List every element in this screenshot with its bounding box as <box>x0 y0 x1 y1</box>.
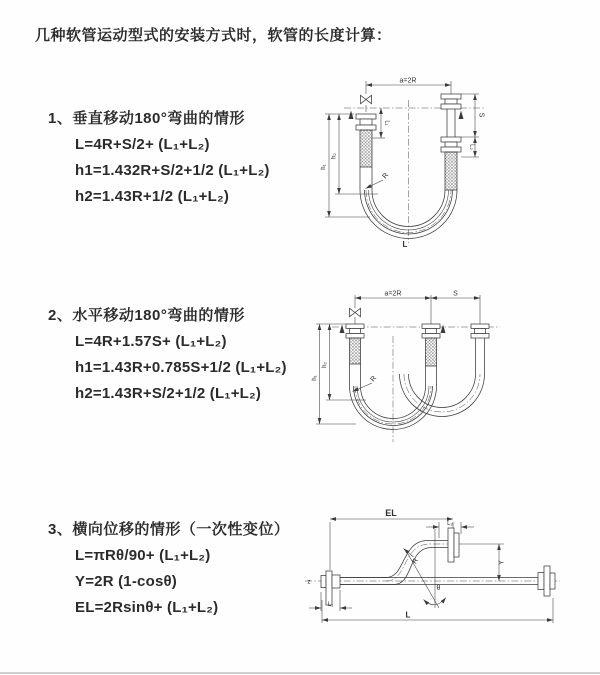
section-2-formula-L: L=4R+1.57S+ (L₁+L₂) <box>75 333 227 350</box>
dim-label-a2r: a=2R <box>399 77 417 85</box>
section-3-heading: 3、横向位移的情形（一次性变位） <box>48 521 290 538</box>
section-3-formula-Y: Y=2R (1-cosθ) <box>75 573 177 590</box>
hose-braid-hatch <box>426 338 437 366</box>
radius-leader <box>353 383 373 392</box>
flange <box>441 137 461 142</box>
radius-label: R <box>381 171 391 181</box>
radius-label: R <box>369 374 379 384</box>
u-bend-axis-shifted <box>404 374 480 412</box>
dim-label-y: Y <box>498 560 506 565</box>
dim-label-l1: L₁ <box>383 120 390 126</box>
dim-label-el: EL <box>385 508 397 518</box>
extension-lines <box>322 598 553 623</box>
dim-label-h1: h₁ <box>321 164 327 170</box>
dim-label-h2: h₂ <box>331 153 338 159</box>
flange <box>538 573 544 590</box>
flange <box>454 533 459 557</box>
flange <box>321 576 326 588</box>
pipe-walls <box>476 338 485 374</box>
dim-label-s: S <box>453 290 458 298</box>
dim-label-h2: h₂ <box>322 362 328 368</box>
movement-arrow-icon <box>441 325 446 334</box>
flange <box>441 94 461 99</box>
extension-lines <box>355 295 480 324</box>
section-2-formula-h1: h1=1.43R+0.785S+1/2 (L₁+L₂) <box>75 359 287 376</box>
dim-label-l2: L₂ <box>468 144 475 150</box>
angle-label: θ <box>436 585 441 592</box>
movement-arrow-icon <box>349 111 354 120</box>
extension-lines <box>366 81 451 112</box>
hose-wall <box>340 548 448 585</box>
pipe-walls <box>447 109 455 137</box>
valve-icon <box>350 308 361 316</box>
extension-lines <box>330 522 453 570</box>
section-1-formula-h2: h2=1.43R+1/2 (L₁+L₂) <box>75 188 230 205</box>
axis-mark-label: z <box>307 579 311 586</box>
diagram-lateral-displacement <box>298 504 568 649</box>
flange-group <box>346 324 489 338</box>
dim-label-a2r: a=2R <box>384 290 402 298</box>
section-1-formula-L: L=4R+S/2+ (L₁+L₂) <box>75 136 210 153</box>
flange <box>360 119 372 125</box>
section-horizontal-movement <box>48 303 287 407</box>
movement-arrow-icon <box>459 111 464 120</box>
hose-walls <box>360 167 372 190</box>
length-label: L <box>402 240 408 249</box>
hose-braid-hatch <box>445 152 457 190</box>
section-1-formula-h1: h1=1.432R+S/2+1/2 (L₁+L₂) <box>75 162 270 179</box>
dim-label-l1: L₁ <box>327 602 334 608</box>
flange <box>441 147 461 152</box>
hose-wall <box>340 541 448 578</box>
dim-label-h1: h₁ <box>312 375 318 381</box>
flange <box>326 571 332 605</box>
page-title: 几种软管运动型式的安装方式时，软管的长度计算： <box>35 27 392 44</box>
hose-braid-hatch <box>360 130 372 167</box>
radius-leader <box>366 180 384 189</box>
flange <box>356 125 376 130</box>
dim-label-s: S <box>477 112 485 118</box>
section-3-formula-L: L=πRθ/90+ (L₁+L₂) <box>75 547 211 564</box>
section-vertical-movement <box>48 106 270 210</box>
flange <box>448 528 454 562</box>
length-label: L <box>405 610 411 620</box>
flange <box>356 114 376 119</box>
hose-braid-hatch <box>350 338 361 364</box>
radius-label: R <box>411 557 420 566</box>
flange <box>445 99 457 104</box>
section-lateral-displacement <box>48 517 289 621</box>
section-3-formula-EL: EL=2Rsinθ+ (L₁+L₂) <box>75 599 219 616</box>
u-bend-arc-shifted <box>409 374 476 408</box>
u-bend-arc-shifted <box>400 374 485 417</box>
flange <box>550 573 555 589</box>
dim-label-l2: L₂ <box>447 521 453 527</box>
diagram-vertical-180-bend <box>308 72 583 262</box>
flange <box>445 142 457 147</box>
section-1-heading: 1、垂直移动180°弯曲的情形 <box>48 110 245 127</box>
flange <box>544 566 550 596</box>
scan-edge <box>0 672 600 674</box>
diagram-horizontal-180-bend <box>308 286 593 466</box>
section-2-heading: 2、水平移动180°弯曲的情形 <box>48 307 245 324</box>
section-2-formula-h2: h2=1.43R+S/2+1/2 (L₁+L₂) <box>75 385 262 402</box>
flange <box>441 104 461 109</box>
flange <box>332 575 340 588</box>
movement-arrow-icon <box>340 325 345 334</box>
valve-icon <box>361 95 372 103</box>
